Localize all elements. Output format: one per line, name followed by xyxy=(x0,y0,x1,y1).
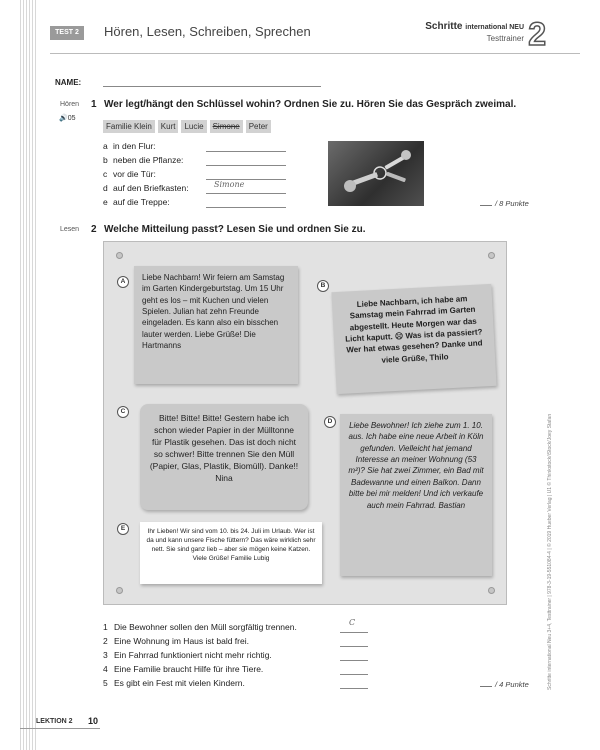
answer-field-b[interactable] xyxy=(206,156,286,166)
brand-small: international NEU xyxy=(465,24,524,31)
name-list xyxy=(103,120,271,133)
speaker-icon: 🔊 xyxy=(59,115,68,122)
note-e-text: Ihr Lieben! Wir sind vom 10. bis 24. Juli im Urlaub. Wer ist da und kann unsere Fische füttern? Das wäre wirklich sehr nett. Sie sind ganz lieb – aber sie mögen keine Katzen. Viele Grüße! Familie Lubig xyxy=(146,528,316,563)
name-chip: Kurt xyxy=(158,120,179,133)
example-answer: Simone xyxy=(214,180,245,189)
binding-edge xyxy=(20,0,36,750)
note-c-text: Bitte! Bitte! Bitte! Gestern habe ich schon wieder Papier in der Mülltonne für Plastik gesehen. Das ist doch nicht so schwer! Bitte trennen Sie den Müll (Papier, Glas, Plastik, Biomüll). Danke!! Nina xyxy=(149,413,299,484)
statement-1: 1 Die Bewohner sollen den Müll sorgfältig trennen. xyxy=(103,622,297,632)
page-title: Hören, Lesen, Schreiben, Sprechen xyxy=(104,24,311,39)
keys-image xyxy=(328,141,424,206)
name-label: NAME: xyxy=(55,78,82,87)
brand-logo xyxy=(425,21,524,32)
pin xyxy=(488,587,495,594)
task-number-1: 1 xyxy=(91,99,97,110)
audio-track-number: 05 xyxy=(67,115,76,122)
page-number: 10 xyxy=(88,716,99,726)
brand-main: Schritte xyxy=(425,21,463,32)
name-chip: Familie Klein xyxy=(103,120,155,133)
answer-field-a[interactable] xyxy=(206,142,286,152)
answer-field-2[interactable] xyxy=(340,637,368,647)
test-badge: TEST 2 xyxy=(50,26,84,40)
points-task-2: / 4 Punkte xyxy=(480,680,529,689)
statement-2: 2 Eine Wohnung im Haus ist bald frei. xyxy=(103,636,249,646)
audio-track[interactable] xyxy=(59,114,76,122)
answer-field-4[interactable] xyxy=(340,665,368,675)
pin xyxy=(116,252,123,259)
statement-3: 3 Ein Fahrrad funktioniert nicht mehr richtig. xyxy=(103,650,272,660)
statement-5: 5 Es gibt ein Fest mit vielen Kindern. xyxy=(103,678,245,688)
copyright-credit: Schritte international Neu 3+4, Testtrainer | 978-3-19-551084-4 | © 2019 Hueber Verlag | U1 © Thinkstock/iStock/Joey Stafan xyxy=(547,413,553,690)
task-number-2: 2 xyxy=(91,224,97,235)
task-2-instruction: Welche Mitteilung passt? Lesen Sie und ordnen Sie zu. xyxy=(104,224,366,235)
name-chip: Peter xyxy=(246,120,271,133)
note-e xyxy=(140,522,322,584)
answer-field-e[interactable] xyxy=(206,198,286,208)
name-chip: Lucie xyxy=(181,120,206,133)
note-a-label: A xyxy=(117,276,129,288)
footer-divider xyxy=(20,728,100,729)
option-c: c vor die Tür: xyxy=(103,169,156,179)
notice-board xyxy=(103,241,507,605)
example-answer-1: C xyxy=(349,618,356,627)
note-b-label: B xyxy=(317,280,329,292)
note-a-text: Liebe Nachbarn! Wir feiern am Samstag im Garten Kindergeburtstag. Um 15 Uhr geht es los – mit Kuchen und vielen Spielen. Julian hat zehn Freunde eingeladen. Es kann also ein bisschen lauter werden. Liebe Grüße! Die Hartmanns xyxy=(142,273,285,351)
pin xyxy=(488,252,495,259)
note-d-label: D xyxy=(324,416,336,428)
footer-lesson: LEKTION 2 xyxy=(36,718,73,725)
option-e: e auf die Treppe: xyxy=(103,197,170,207)
name-field[interactable] xyxy=(103,86,321,87)
keys-photo xyxy=(328,141,424,206)
note-e-label: E xyxy=(117,523,129,535)
note-a xyxy=(134,266,298,384)
answer-field-3[interactable] xyxy=(340,651,368,661)
header-divider xyxy=(50,53,580,54)
note-d-text: Liebe Bewohner! Ich ziehe zum 1. 10. aus. Ich habe eine neue Arbeit in Köln gefunden. Vielleicht hat jemand Interesse an meiner Wohnung (53 m²)? Sie hat zwei Zimmer, ein Bad mit Badewanne und einen Balkon. Dann bitte bei mir melden! Und ich verkaufe auch mein Fahrrad. Bastian xyxy=(348,421,484,510)
task-1-instruction: Wer legt/hängt den Schlüssel wohin? Ordnen Sie zu. Hören Sie das Gespräch zweimal. xyxy=(104,99,517,110)
points-task-1: / 8 Punkte xyxy=(480,199,529,208)
statement-4: 4 Eine Familie braucht Hilfe für ihre Tiere. xyxy=(103,664,264,674)
note-d xyxy=(340,414,492,576)
brand-subtitle: Testtrainer xyxy=(486,34,524,43)
pin xyxy=(116,587,123,594)
note-c xyxy=(140,404,308,510)
answer-field-5[interactable] xyxy=(340,679,368,689)
test-number: 2 xyxy=(528,16,546,52)
note-b xyxy=(331,284,496,394)
section-label-hoeren: Hören xyxy=(60,101,80,108)
answer-field-c[interactable] xyxy=(206,170,286,180)
option-d: d auf den Briefkasten: xyxy=(103,183,189,193)
section-label-lesen: Lesen xyxy=(60,226,80,233)
option-b: b neben die Pflanze: xyxy=(103,155,184,165)
name-chip-used: Simone xyxy=(210,120,243,133)
page-header xyxy=(50,18,580,52)
note-c-label: C xyxy=(117,406,129,418)
note-b-text: Liebe Nachbarn, ich habe am Samstag mein Fahrrad im Garten abgestellt. Heute Morgen war das Licht kaputt. ☹ Was ist da passiert? Wer hat etwas gesehen? Danke und viele Grüße, Thilo xyxy=(344,294,483,365)
option-a: a in den Flur: xyxy=(103,141,156,151)
